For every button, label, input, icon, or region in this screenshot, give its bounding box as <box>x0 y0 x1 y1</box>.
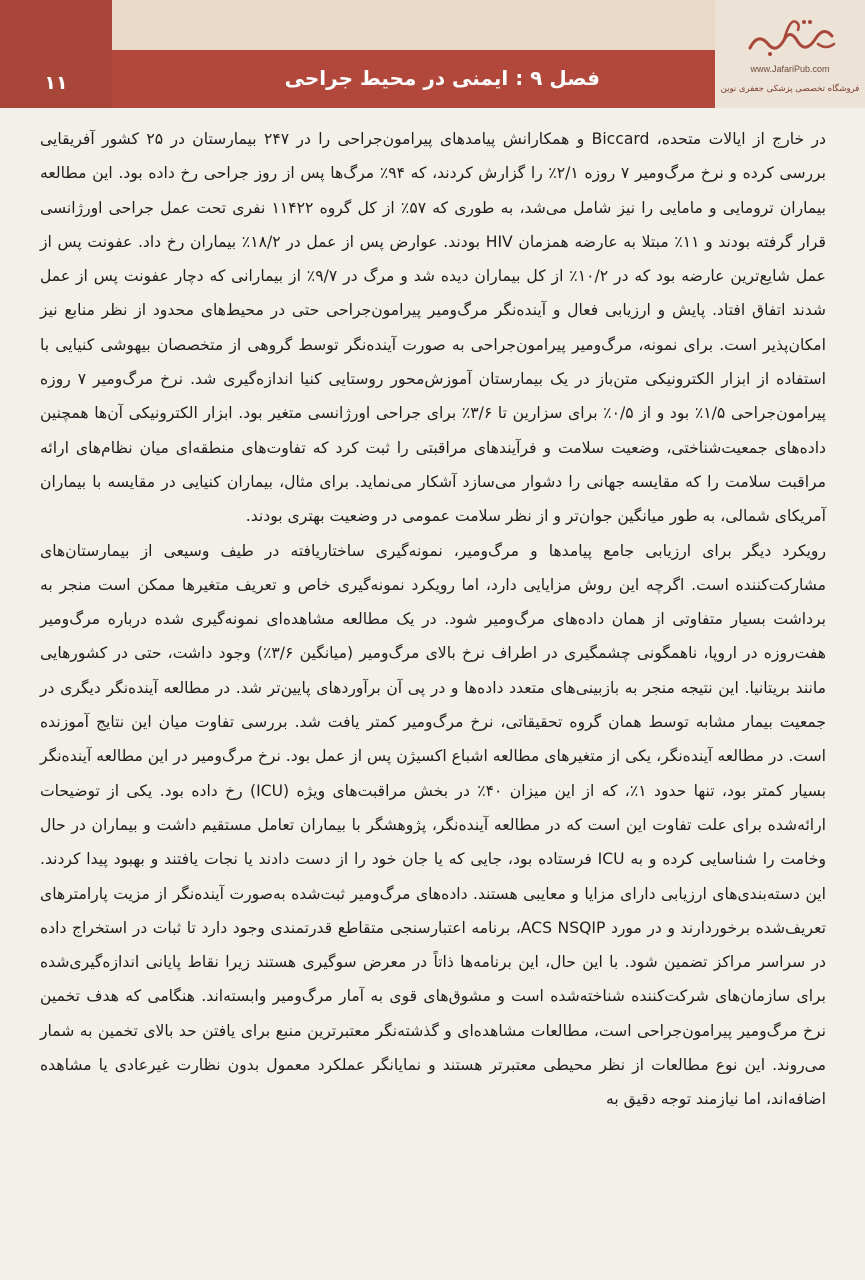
publisher-logo-icon <box>740 14 840 60</box>
page-body <box>40 122 826 1117</box>
publisher-url: www.JafariPub.com <box>750 64 830 74</box>
body-paragraph: رویکرد دیگر برای ارزیابی جامع پیامدها و مرگ‌ومیر، نمونه‌گیری ساختاریافته در طیف وسیعی از بیمارستان‌های مشارکت‌کننده است. اگرچه این روش مزایایی دارد، اما رویکرد نمونه‌گیری خاص و تعریف متغیرها ممکن است منجر به برداشت بسیار متفاوتی از همان داده‌های مرگ‌ومیر شود. در یک مطالعه مشاهده‌ای نمونه‌گیری شده درباره مرگ‌ومیر هفت‌روزه در اروپا، ناهمگونی چشمگیری در اطراف نرخ بالای مرگ‌ومیر (میانگین ۳/۶٪) وجود داشت، حتی در کشورهایی مانند بریتانیا. این نتیجه منجر به بازبینی‌های متعدد داده‌ها و در پی آن برآوردهای پایین‌تر شد. در مطالعه آینده‌نگر دیگری در جمعیت بیمار مشابه توسط همان گروه تحقیقاتی، نرخ مرگ‌ومیر کمتر یافت شد. بررسی تفاوت میان این نتایج آموزنده است. در مطالعه آینده‌نگر، یکی از متغیرهای مطالعه اشباع اکسیژن پس از عمل بود. نرخ مرگ‌ومیر در این مطالعه آینده‌نگر بسیار کمتر بود، تنها حدود ۱٪، که از این میزان ۴۰٪ در بخش مراقبت‌های ویژه (ICU) رخ داده بود. یکی از توضیحات ارائه‌شده برای علت تفاوت این است که در مطالعه آینده‌نگر، پژوهشگر با بیماران تعامل مستقیم داشت و بیماران در حال وخامت را شناسایی کرده و به ICU فرستاده بود، جایی که یا جان خود را از دست دادند یا نجات یافتند و بهبود پیدا کردند. این دسته‌بندی‌های ارزیابی دارای مزایا و معایبی هستند. داده‌های مرگ‌ومیر ثبت‌شده به‌صورت آینده‌نگر از مزیت پارامترهای تعریف‌شده برخوردارند و در مورد ACS NSQIP، برنامه اعتبارسنجی متقاطع قدرتمندی وجود دارد تا ثبات در استخراج داده در سراسر مراکز تضمین شود. با این حال، این برنامه‌ها ذاتاً در معرض سوگیری هستند زیرا نقاط پایانی اندازه‌گیری‌شده برای سازمان‌های شرکت‌کننده شناخته‌شده است و مشوق‌های قوی به آمار مرگ‌ومیر وابسته‌اند. هنگامی که هدف تخمین نرخ مرگ‌ومیر پیرامون‌جراحی است، مطالعات مشاهده‌ای و گذشته‌نگر معتبرترین منبع برای یافتن حد بالای تخمین به شمار می‌روند. این نوع مطالعات از نظر محیطی معتبرتر هستند و نمایانگر عملکرد معمول بدون نظارت غیرعادی یا مشاهده اضافه‌اند، اما نیازمند توجه دقیق به <box>40 541 826 1109</box>
publisher-caption: فروشگاه تخصصی پزشکی جعفری نوین <box>720 84 860 94</box>
page-number: ۱۱ <box>44 72 68 94</box>
body-paragraph: در خارج از ایالات متحده، Biccard و همکارانش پیامدهای پیرامون‌جراحی را در ۲۴۷ بیمارستان در ۲۵ کشور آفریقایی بررسی کرده و نرخ مرگ‌ومیر ۷ روزه ۲/۱٪ را گزارش کردند، که ۹۴٪ مرگ‌ها پس از روز جراحی رخ داده بود. این مطالعه بیماران ترومایی و مامایی را نیز شامل می‌شد، به طوری که ۵۷٪ از کل گروه ۱۱۴۲۲ نفری تحت عمل جراحی اورژانسی قرار گرفته بودند و ۱۱٪ مبتلا به عارضه همزمان HIV بودند. عوارض پس از عمل در ۱۸/۲٪ بیماران رخ داد. عفونت پس از عمل شایع‌ترین عارضه بود که در ۱۰/۲٪ از کل بیماران دیده شد و مرگ در ۹/۷٪ از بیمارانی که دچار عفونت پس از عمل شدند اتفاق افتاد. پایش و ارزیابی فعال و آینده‌نگر مرگ‌ومیر پیرامون‌جراحی حتی در محیط‌های محدود از نظر منابع نیز امکان‌پذیر است. برای نمونه، مرگ‌ومیر پیرامون‌جراحی به صورت آینده‌نگر توسط گروهی از متخصصان بیهوشی کنیایی با استفاده از ابزار الکترونیکی متن‌باز در یک بیمارستان آموزش‌محور روستایی کنیا اندازه‌گیری شد. نرخ مرگ‌ومیر ۷ روزه پیرامون‌جراحی ۱/۵٪ بود و از ۰/۵٪ برای سزارین تا ۳/۶٪ برای جراحی اورژانسی متغیر بود. ابزار الکترونیکی آن‌ها همچنین داده‌های جمعیت‌شناختی، وضعیت سلامت و فرآیندهای مراقبتی را ثبت کرد که تفاوت‌های منطقه‌ای میان نظام‌های ارائه مراقبت سلامت را که مقایسه جهانی را دشوار می‌سازد آشکار می‌نماید. برای مثال، بیماران کنیایی در مقایسه با بیماران آمریکای شمالی، به طور میانگین جوان‌تر و از نظر سلامت عمومی در وضعیت بهتری بودند. <box>40 130 827 526</box>
chapter-title: فصل ۹ : ایمنی در محیط جراحی <box>284 66 600 90</box>
publisher-logo <box>715 0 865 108</box>
page-header <box>0 0 865 108</box>
page-number-box <box>0 0 112 108</box>
